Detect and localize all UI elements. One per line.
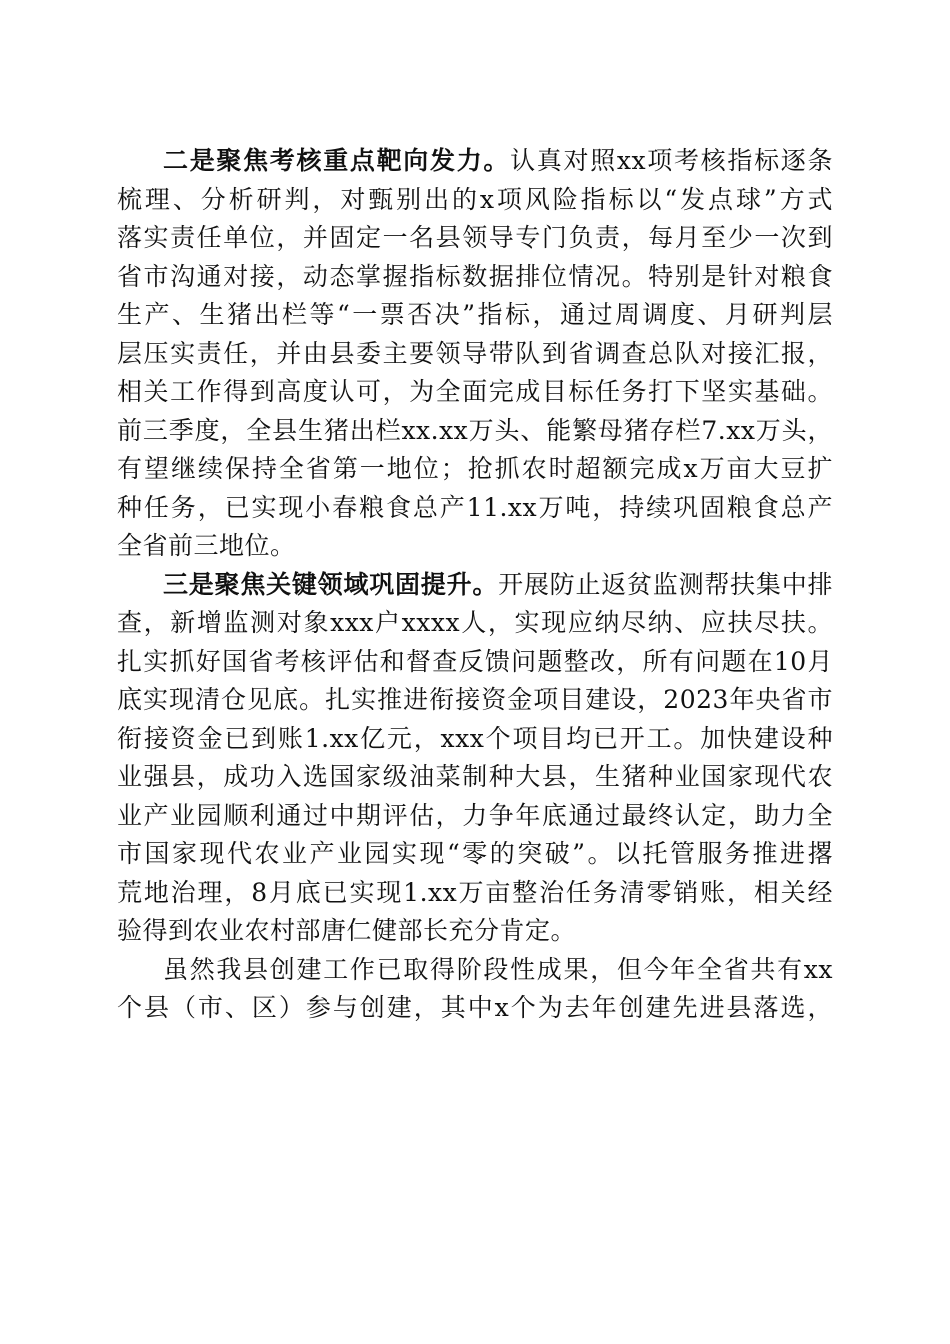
text-line: 层压实责任，并由县委主要领导带队到省调查总队对接汇报，: [117, 338, 833, 368]
paragraph-lead: 三是聚焦关键领域巩固提升。: [163, 569, 499, 599]
paragraph-3: [117, 566, 833, 951]
text-line: 相关工作得到高度认可，为全面完成目标任务打下坚实基础。: [117, 377, 833, 406]
text-line: 落实责任单位，并固定一名县领导专门负责，每月至少一次到: [117, 223, 833, 252]
text-line: 底实现清仓见底。扎实推进衔接资金项目建设，2023年央省市: [117, 685, 833, 714]
line-text: 认真对照xx项考核指标逐条: [510, 146, 833, 175]
text-line: 有望继续保持全省第一地位；抢抓农时超额完成x万亩大豆扩: [117, 454, 833, 483]
text-line: 省市沟通对接，动态掌握指标数据排位情况。特别是针对粮食: [117, 261, 833, 291]
line-text: 开展防止返贫监测帮扶集中排: [498, 569, 833, 599]
text-line: 梳理、分析研判，对甄别出的x项风险指标以“发点球”方式: [117, 184, 833, 214]
text-line: 个县（市、区）参与创建，其中x个为去年创建先进县落选，: [117, 993, 833, 1022]
text-line: 荒地治理，8月底已实现1.xx万亩整治任务清零销账，相关经: [117, 877, 833, 907]
paragraph-lead: 二是聚焦考核重点靶向发力。: [163, 146, 511, 175]
document-body: [117, 142, 833, 1028]
text-line: [117, 566, 833, 605]
text-line: [117, 142, 833, 181]
text-line: 生产、生猪出栏等“一票否决”指标，通过周调度、月研判层: [117, 300, 833, 329]
text-line: 查，新增监测对象xxx户xxxx人，实现应纳尽纳、应扶尽扶。: [117, 608, 833, 637]
paragraph-2: [117, 142, 833, 566]
text-line: 虽然我县创建工作已取得阶段性成果，但今年全省共有xx: [163, 954, 833, 984]
text-line: 验得到农业农村部唐仁健部长充分肯定。: [117, 916, 577, 945]
text-line: 扎实抓好国省考核评估和督查反馈问题整改，所有问题在10月: [117, 646, 833, 676]
text-line: 衔接资金已到账1.xx亿元，xxx个项目均已开工。加快建设种: [117, 723, 833, 753]
text-line: 业强县，成功入选国家级油菜制种大县，生猪种业国家现代农: [117, 762, 833, 791]
text-line: 全省前三地位。: [117, 531, 296, 560]
text-line: 市国家现代农业产业园实现“零的突破”。以托管服务推进撂: [117, 839, 833, 868]
text-line: 种任务，已实现小春粮食总产11.xx万吨，持续巩固粮食总产: [117, 492, 833, 522]
text-line: 业产业园顺利通过中期评估，力争年底通过最终认定，助力全: [117, 800, 833, 830]
text-line: 前三季度，全县生猪出栏xx.xx万头、能繁母猪存栏7.xx万头，: [117, 415, 833, 445]
paragraph-4: [117, 951, 833, 1028]
